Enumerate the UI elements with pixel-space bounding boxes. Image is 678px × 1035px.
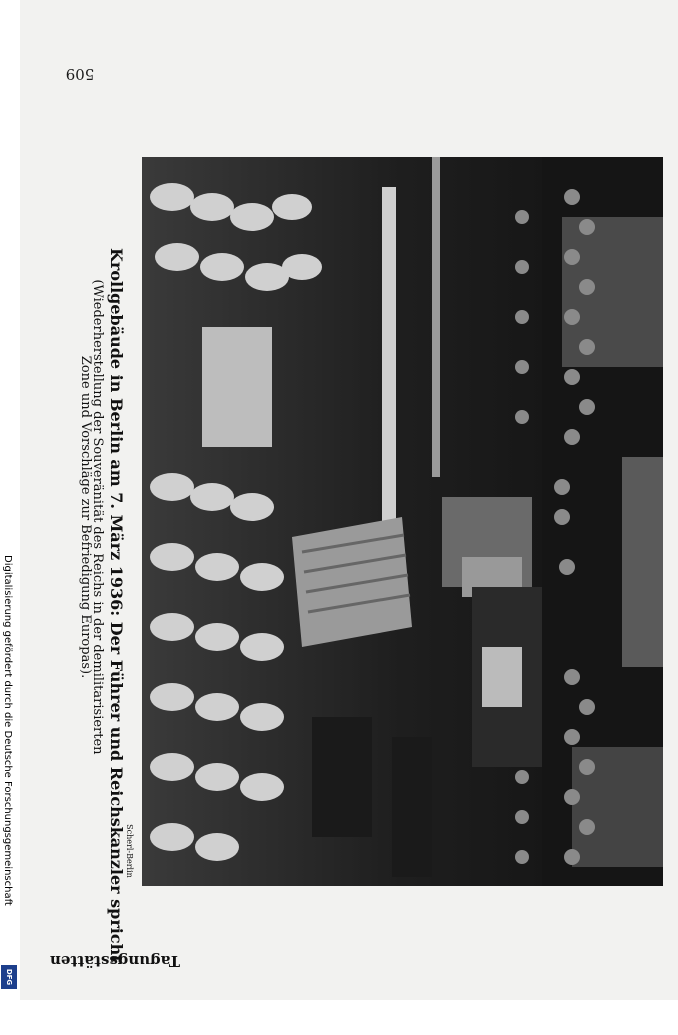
caption-title: Krollgebäude in Berlin am 7. März 1936: Der Führer und Reichskanzler spricht	[107, 248, 126, 963]
photo-illustration	[142, 157, 663, 886]
running-head: Tagungsstätten	[49, 952, 181, 970]
dfg-logo-text: DFG	[5, 968, 13, 986]
dfg-logo-icon	[1, 965, 17, 989]
page-number: 509	[65, 65, 95, 83]
caption-subtitle-line-2: Zone und Vorschläge zur Befriedigung Europas).	[78, 355, 93, 679]
digitization-funding-note: Digitalisierung gefördert durch die Deutsche Forschungsgemeinschaft	[2, 555, 13, 906]
caption-subtitle-line-1: (Wiederherstellung der Souveränität des Reichs in der demilitarisierten	[90, 279, 105, 755]
photo-credit: Scherl-Berlin	[125, 824, 134, 878]
assembly-hall-photograph	[142, 157, 663, 886]
